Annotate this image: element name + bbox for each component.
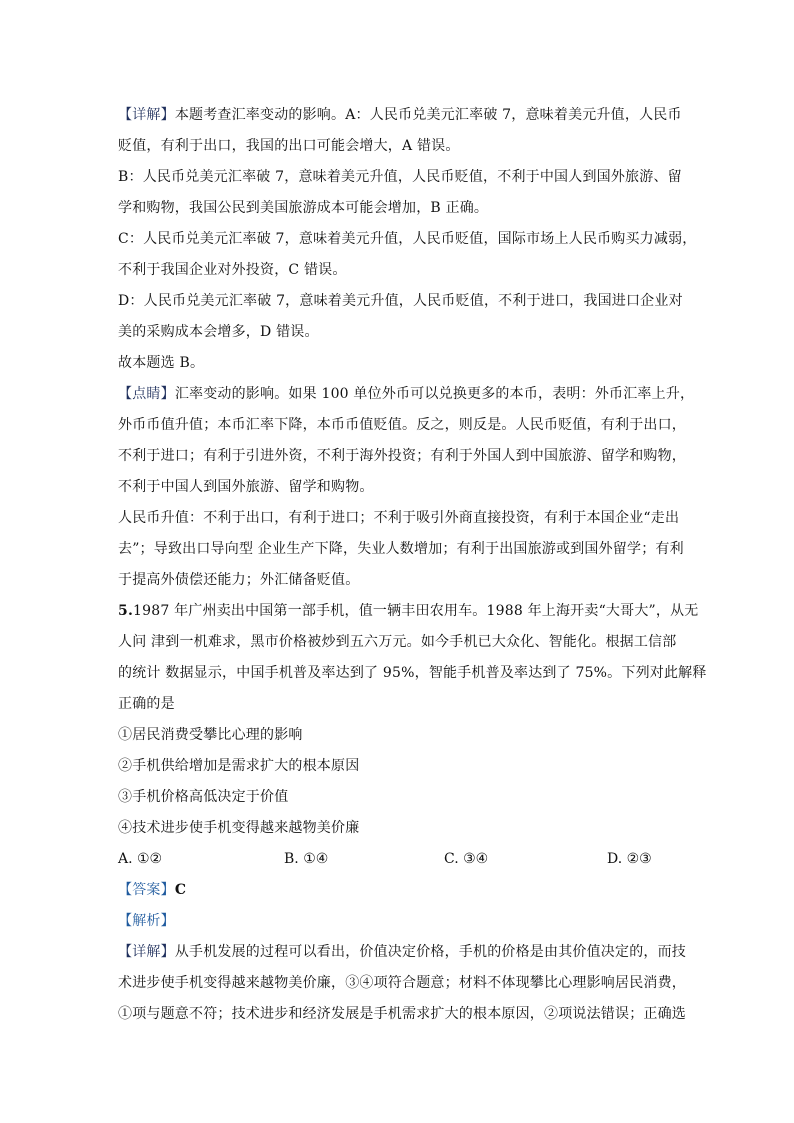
analysis-line [118, 906, 680, 937]
rmb-appreciation-line: 于提高外债偿还能力；外汇储备贬值。 [118, 572, 360, 588]
answer-value: C [174, 882, 187, 898]
rmb-appreciation-line: 人民币升值：不利于出口，有利于进口；不利于吸引外商直接投资，有利于本国企业“走出 [118, 510, 680, 526]
explanation-line: 术进步使手机变得越来越物美价廉，③④项符合题意；材料不体现攀比心理影响居民消费， [118, 975, 686, 991]
statement-item: ④技术进步使手机变得越来越物美价廉 [118, 820, 360, 836]
rmb-appreciation-line: 去”；导致出口导向型 企业生产下降，失业人数增加；有利于出国旅游或到国外留学；有利 [118, 541, 684, 557]
statement-item: ②手机供给增加是需求扩大的根本原因 [118, 758, 360, 774]
option-b: B. ①④ [284, 851, 329, 867]
option-c-analysis-line: 不利于我国企业对外投资，C 错误。 [118, 262, 347, 278]
detail-text: 本题考查汇率变动的影响。A：人民币兑美元汇率破 7，意味着美元升值，人民币 [174, 107, 682, 123]
highlight-paragraph-line: 不利于进口；有利于引进外资，不利于海外投资；有利于外国人到中国旅游、留学和购物， [118, 448, 686, 464]
highlight-paragraph-line [118, 379, 695, 410]
explanation-tag: 【详解】 [118, 944, 175, 960]
highlight-paragraph-line: 不利于中国人到国外旅游、留学和购物。 [118, 479, 374, 495]
detail-tag: 【详解】 [118, 107, 175, 123]
detail-paragraph-line [118, 100, 680, 131]
statement-item: ①居民消费受攀比心理的影响 [118, 727, 303, 743]
detail-paragraph-line: 贬值，有利于出口，我国的出口可能会增大，A 错误。 [118, 138, 460, 154]
highlight-tag: 【点睛】 [118, 386, 175, 402]
option-c-analysis-line: C：人民币兑美元汇率破 7，意味着美元升值，人民币贬值，国际市场上人民币购买力减弱， [118, 231, 697, 247]
explanation-line: ①项与题意不符；技术进步和经济发展是手机需求扩大的根本原因，②项说法错误；正确选 [118, 1006, 686, 1022]
option-c: C. ③④ [444, 851, 489, 867]
analysis-tag: 【解析】 [118, 913, 175, 929]
document-content [118, 100, 707, 1030]
answer-line [118, 875, 680, 906]
question-stem-line: 正确的是 [118, 696, 175, 712]
question-stem-line [118, 596, 699, 627]
option-b-analysis-line: 学和购物，我国公民到美国旅游成本可能会增加，B 正确。 [118, 200, 489, 216]
answer-tag: 【答案】 [118, 882, 175, 898]
explanation-text: 从手机发展的过程可以看出，价值决定价格，手机的价格是由其价值决定的，而技 [174, 944, 687, 960]
option-d: D. ②③ [607, 851, 652, 867]
conclusion-line: 故本题选 B。 [118, 355, 205, 371]
question-text: 1987 年广州卖出中国第一部手机，值一辆丰田农用车。1988 年上海开卖“大哥大”，从无 [133, 603, 699, 619]
question-number: 5. [118, 603, 134, 619]
answer-options [118, 844, 680, 875]
highlight-paragraph-line: 外币币值升值；本币汇率下降，本币币值贬值。反之，则反是。人民币贬值，有利于出口， [118, 417, 686, 433]
statement-item: ③手机价格高低决定于价值 [118, 789, 289, 805]
option-b-analysis-line: B：人民币兑美元汇率破 7，意味着美元升值，人民币贬值，不利于中国人到国外旅游、留 [118, 169, 682, 185]
option-a: A. ①② [118, 851, 163, 867]
option-d-analysis-line: 美的采购成本会增多，D 错误。 [118, 324, 319, 340]
explanation-line [118, 937, 687, 968]
highlight-text: 汇率变动的影响。如果 100 单位外币可以兑换更多的本币，表明：外币汇率上升， [174, 386, 695, 402]
question-stem-line: 的统计 数据显示，中国手机普及率达到了 95%，智能手机普及率达到了 75%。下列对此解释 [118, 665, 707, 681]
question-stem-line: 人问 津到一机难求，黑市价格被炒到五六万元。如今手机已大众化、智能化。根据工信部 [118, 634, 677, 650]
option-d-analysis-line: D：人民币兑美元汇率破 7，意味着美元升值，人民币贬值，不利于进口，我国进口企业对 [118, 293, 683, 309]
